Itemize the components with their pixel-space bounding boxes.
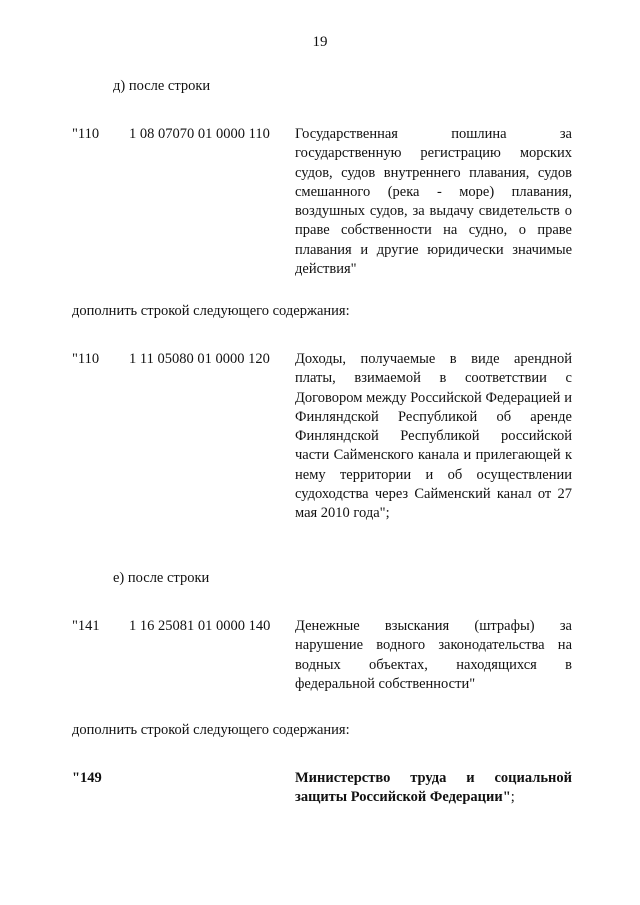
row-description: [295, 769, 572, 808]
row-revenue-code: 1 11 05080 01 0000 120: [129, 351, 270, 367]
row-revenue-code: 1 08 07070 01 0000 110: [129, 126, 270, 142]
section-d-heading: д) после строки: [113, 78, 211, 94]
section-d-add-heading: дополнить строкой следующего содержания:: [72, 303, 350, 319]
section-e-add-heading: дополнить строкой следующего содержания:: [72, 722, 350, 738]
section-e-heading: е) после строки: [113, 570, 210, 586]
row-description: Денежные взыскания (штрафы) за нарушение водного законодательства на водных объектах, находящихся в федеральной собственности": [295, 618, 572, 692]
row-description-tail: ;: [510, 789, 515, 806]
section-d-new-row: [72, 350, 572, 530]
row-admin-code: "110: [72, 126, 100, 142]
page-number: 19: [312, 34, 328, 50]
section-d-existing-row: [72, 125, 572, 305]
row-description: Государственная пошлина за государственную регистрацию морских судов, судов внутреннего плавания, судов смешанного (река - море) плавания, воздушных судов, за выдачу свидетельств о праве собственности на судно, о праве плавания и другие юридически значимые действия": [295, 126, 572, 278]
row-revenue-code: 1 16 25081 01 0000 140: [129, 618, 271, 634]
row-description: Доходы, получаемые в виде арендной платы, взимаемой в соответствии с Договором между Российской Федерацией и Финляндской Республикой об аренде Финляндской Республикой российской части Сайменского канала и прилегающей к нему территории и об осуществлении судоходства через Сайменский канал от 27 мая 2010 года";: [295, 351, 572, 522]
row-admin-code: "110: [72, 351, 100, 367]
row-description-bold: Министерство труда и социальной защиты Российской Федерации": [295, 770, 572, 806]
row-admin-code: "149: [72, 770, 102, 786]
row-admin-code: "141: [72, 618, 100, 634]
